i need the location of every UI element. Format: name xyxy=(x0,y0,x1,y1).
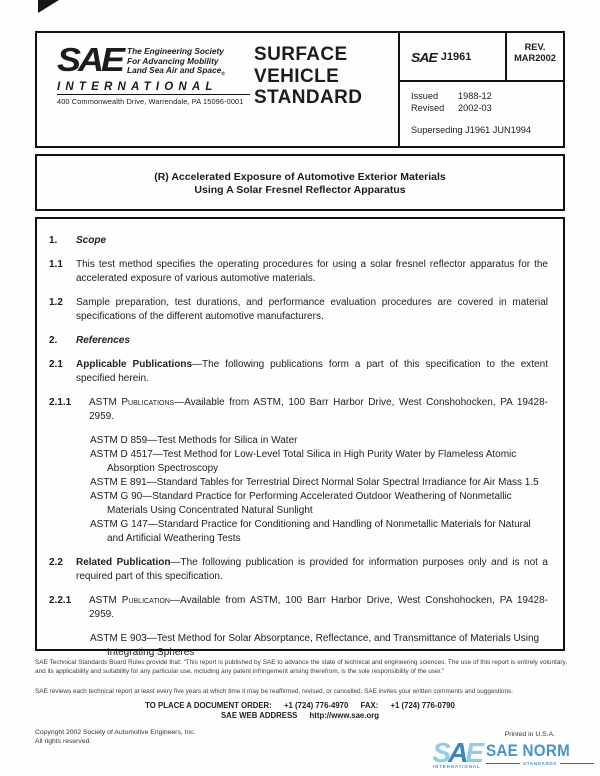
copyright-line-1: Copyright 2002 Society of Automotive Engineers, Inc. xyxy=(35,729,196,736)
doc-type-line-3: STANDARD xyxy=(254,87,363,108)
paragraph-1-2 xyxy=(49,296,548,324)
paragraph-2-2-1 xyxy=(49,594,548,622)
reference-item: ASTM E 891—Standard Tables for Terrestrial Direct Normal Solar Spectral Irradiance for Air Mass 1.5 xyxy=(90,477,539,488)
issue-block xyxy=(400,82,563,136)
document-title-line-1: (R) Accelerated Exposure of Automotive Exterior Materials xyxy=(154,171,446,183)
paragraph-2-1-1 xyxy=(49,396,548,424)
watermark-international-label: INTERNATIONAL xyxy=(432,764,481,769)
paragraph-text: Sample preparation, test durations, and performance evaluation procedures are covered in material specifications of the different automotive manufacturers. xyxy=(76,297,548,322)
section-number: 2. xyxy=(49,335,58,346)
order-line xyxy=(0,701,600,710)
revised-row xyxy=(411,102,563,114)
section-2-heading xyxy=(49,334,548,348)
fax-label: FAX: xyxy=(360,701,379,710)
paragraph-number: 2.2.1 xyxy=(49,595,72,606)
address-rule xyxy=(57,94,250,95)
section-1-heading xyxy=(49,234,548,248)
paragraph-2-1 xyxy=(49,358,548,386)
paragraph-number: 2.2 xyxy=(49,557,63,568)
watermark-sub-label: STANDARDS xyxy=(523,761,557,766)
reference-item: ASTM D 859—Test Methods for Silica in Water xyxy=(90,435,298,446)
fax-phone: +1 (724) 776-0790 xyxy=(390,701,455,710)
reference-list-2 xyxy=(90,632,548,660)
copyright-line-2: All rights reserved. xyxy=(35,738,92,745)
sae-logo-block xyxy=(57,40,277,107)
reference-item: ASTM E 903—Test Method for Solar Absorptance, Reflectance, and Transmittance of Materials Using Integrating Spheres xyxy=(90,633,540,658)
paragraph-text: Applicable Publications—The following publications form a part of this specification to the extent specified herein. xyxy=(76,359,548,384)
sae-logo-blue: SAE xyxy=(432,737,481,768)
tagline-line-3: Land Sea Air and Space$_®$ xyxy=(127,65,225,78)
watermark-sae-logo xyxy=(432,737,481,769)
paragraph-text: This test method specifies the operating procedures for using a solar fresnel reflector apparatus for the accelerated exposure of various automotive materials. xyxy=(76,259,548,284)
revised-value: 2002-03 xyxy=(458,103,492,113)
doc-number: J1961 xyxy=(440,50,472,63)
title-box xyxy=(35,154,565,211)
rev-label: REV. xyxy=(524,42,546,52)
registered-mark: ® xyxy=(221,71,225,78)
reference-item: ASTM G 90—Standard Practice for Performing Accelerated Outdoor Weathering of Nonmetallic Materials Using Concentrated Natural Sunlight xyxy=(90,491,512,516)
reference-item: ASTM D 4517—Test Method for Low-Level Total Silica in High Purity Water by Flameless Atomic Absorption Spectroscopy xyxy=(90,449,517,474)
watermark-sub-row xyxy=(486,761,594,766)
doc-type-title xyxy=(254,44,362,109)
document-title-line-2: Using A Solar Fresnel Reflector Apparatus xyxy=(194,184,406,196)
order-phone: +1 (724) 776-4970 xyxy=(283,701,349,710)
paragraph-lead: ASTM Publications xyxy=(89,397,175,408)
web-line xyxy=(0,711,600,720)
section-number: 1. xyxy=(49,235,58,246)
watermark-rule-left xyxy=(486,763,520,764)
paragraph-text: ASTM Publication—Available from ASTM, 100 Barr Harbor Drive, West Conshohocken, PA 19428-2959. xyxy=(89,595,549,620)
paragraph-number: 2.1 xyxy=(49,359,63,370)
superseding-line: Superseding J1961 JUN1994 xyxy=(411,125,532,135)
paragraph-2-2 xyxy=(49,556,548,584)
section-title: Scope xyxy=(76,235,107,246)
body-box xyxy=(35,217,565,658)
sae-tagline xyxy=(127,47,225,80)
tagline-line-1: The Engineering Society xyxy=(127,46,224,56)
web-label: SAE WEB ADDRESS xyxy=(220,711,298,720)
printed-line: Printed in U.S.A. xyxy=(504,731,555,738)
web-url: http://www.sae.org xyxy=(309,711,379,720)
issued-row xyxy=(411,90,563,102)
rev-value: MAR2002 xyxy=(514,53,556,63)
doc-code-box xyxy=(398,33,563,146)
revised-label: Revised xyxy=(411,103,445,113)
paragraph-lead: Related Publication xyxy=(76,557,171,568)
doc-code-row xyxy=(400,33,563,82)
doc-type-line-1: SURFACE xyxy=(254,44,348,65)
disclaimer-text: SAE Technical Standards Board Rules provide that: “This report is published by SAE to advance the state of technical and engineering sciences. The use of this report is entirely voluntary, and its applicability and suitability for any particular use, including any patent infringement arising therefrom, is the sole responsibility of the user.” xyxy=(35,659,567,675)
reference-list-1 xyxy=(90,434,548,546)
review-notice: SAE reviews each technical report at least every five years at which time it may be reaffirmed, revised, or cancelled. SAE invites your written comments and suggestions. xyxy=(35,688,513,695)
paragraph-lead: Applicable Publications xyxy=(76,359,193,370)
sae-mark: SAE xyxy=(411,48,437,65)
doc-type-line-2: VEHICLE xyxy=(254,65,340,87)
copyright-block xyxy=(35,728,196,746)
paragraph-text: Related Publication—The following publication is provided for information purposes only and is not a required part of this specification. xyxy=(76,557,548,582)
international-label: INTERNATIONAL xyxy=(57,81,218,94)
reference-item: ASTM G 147—Standard Practice for Conditioning and Handling of Nonmetallic Materials for Natural and Artificial Weathering Tests xyxy=(90,519,531,544)
paragraph-number: 2.1.1 xyxy=(49,397,72,408)
header-box xyxy=(35,31,565,148)
paragraph-lead: ASTM Publication xyxy=(89,595,170,606)
paragraph-1-1 xyxy=(49,258,548,286)
paragraph-number: 1.1 xyxy=(49,259,63,270)
issued-value: 1988-12 xyxy=(458,91,492,101)
section-title: References xyxy=(76,335,130,346)
sae-norm-watermark xyxy=(432,737,594,769)
address-line: 400 Commonwealth Drive, Warrendale, PA 15096-0001 xyxy=(57,97,244,107)
rev-cell xyxy=(505,33,563,80)
paragraph-number: 1.2 xyxy=(49,297,63,308)
page-corner-fold xyxy=(38,0,59,13)
watermark-norm-block xyxy=(486,741,594,766)
watermark-rule-right xyxy=(560,763,594,764)
sae-logo: SAE xyxy=(57,40,123,79)
tagline-line-2: For Advancing Mobility xyxy=(127,55,219,66)
issued-label: Issued xyxy=(411,91,439,101)
doc-code xyxy=(400,33,505,80)
sae-norm-label: SAE NORM xyxy=(486,742,571,760)
order-label: TO PLACE A DOCUMENT ORDER: xyxy=(145,701,272,710)
paragraph-text: ASTM Publications—Available from ASTM, 100 Barr Harbor Drive, West Conshohocken, PA 19428-2959. xyxy=(89,397,549,422)
